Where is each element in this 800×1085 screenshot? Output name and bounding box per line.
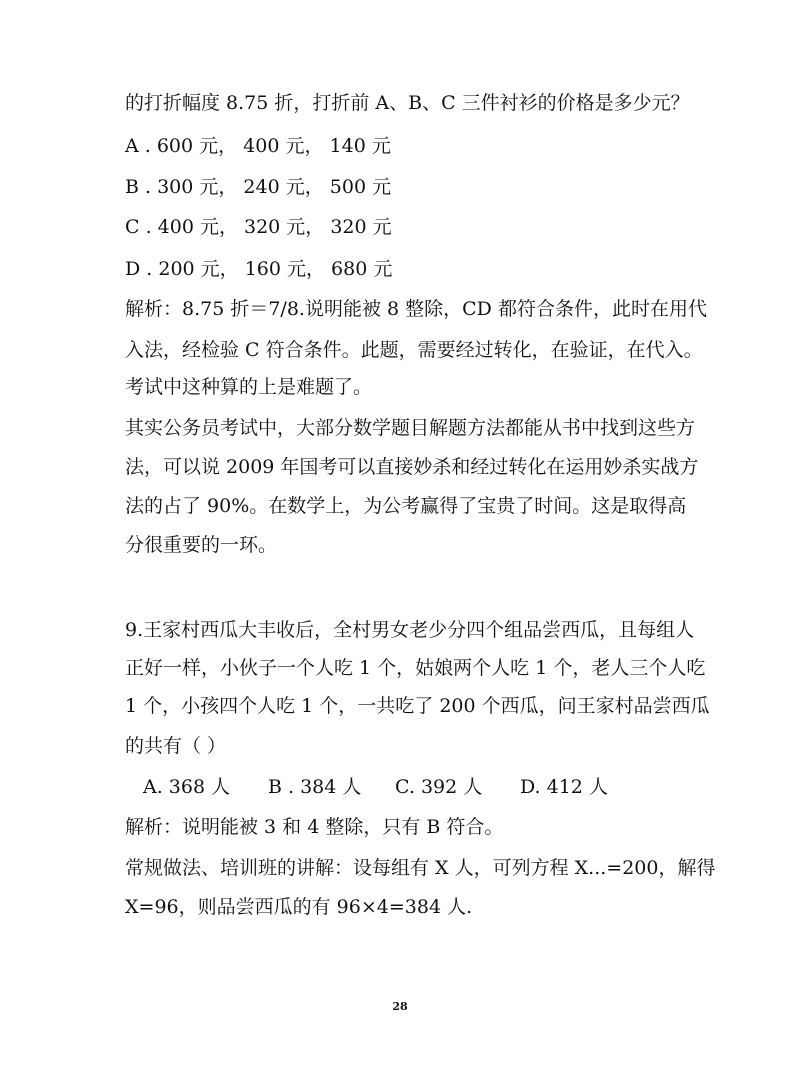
q8-option-b: B . 300 元， 240 元， 500 元 [125, 176, 392, 198]
q9-method-line-2: X=96，则品尝西瓜的有 96×4=384 人. [125, 896, 473, 918]
q9-option-c: C. 392 人 [395, 776, 483, 798]
q9-stem-line-2: 正好一样，小伙子一个人吃 1 个，姑娘两个人吃 1 个，老人三个人吃 [125, 657, 706, 679]
q9-option-b: B . 384 人 [268, 776, 362, 798]
q9-option-a: A. 368 人 [143, 776, 231, 798]
q8-analysis-line-2: 入法，经检验 C 符合条件。此题，需要经过转化，在验证，在代入。 [125, 339, 703, 361]
q8-option-d: D . 200 元， 160 元， 680 元 [125, 258, 393, 280]
q8-analysis-line-1: 解析：8.75 折＝7/8.说明能被 8 整除，CD 都符合条件，此时在用代 [125, 298, 707, 320]
q8-option-c: C . 400 元， 320 元， 320 元 [125, 216, 392, 238]
commentary-line-1: 其实公务员考试中，大部分数学题目解题方法都能从书中找到这些方 [125, 417, 696, 439]
q9-analysis: 解析：说明能被 3 和 4 整除，只有 B 符合。 [125, 816, 504, 838]
q9-stem-line-1: 9.王家村西瓜大丰收后，全村男女老少分四个组品尝西瓜，且每组人 [125, 619, 695, 641]
q9-stem-line-3: 1 个，小孩四个人吃 1 个，一共吃了 200 个西瓜，问王家村品尝西瓜 [125, 695, 710, 717]
commentary-line-3: 法的占了 90%。在数学上，为公考赢得了宝贵了时间。这是取得高 [125, 495, 687, 517]
commentary-line-4: 分很重要的一环。 [125, 534, 278, 556]
q9-options-row [143, 774, 608, 800]
q9-method-line-1: 常规做法、培训班的讲解：设每组有 X 人，可列方程 X...=200，解得 [125, 857, 716, 879]
page-number: 28 [392, 1000, 408, 1013]
q8-stem-tail: 的打折幅度 8.75 折，打折前 A、B、C 三件衬衫的价格是多少元？ [125, 92, 690, 114]
commentary-line-2: 法，可以说 2009 年国考可以直接妙杀和经过转化在运用妙杀实战方 [125, 456, 699, 478]
q8-option-a: A . 600 元， 400 元， 140 元 [125, 135, 391, 157]
q9-option-d: D. 412 人 [520, 776, 608, 798]
q9-stem-line-4: 的共有（ ） [125, 735, 227, 757]
q8-analysis-line-3: 考试中这种算的上是难题了。 [125, 376, 373, 398]
